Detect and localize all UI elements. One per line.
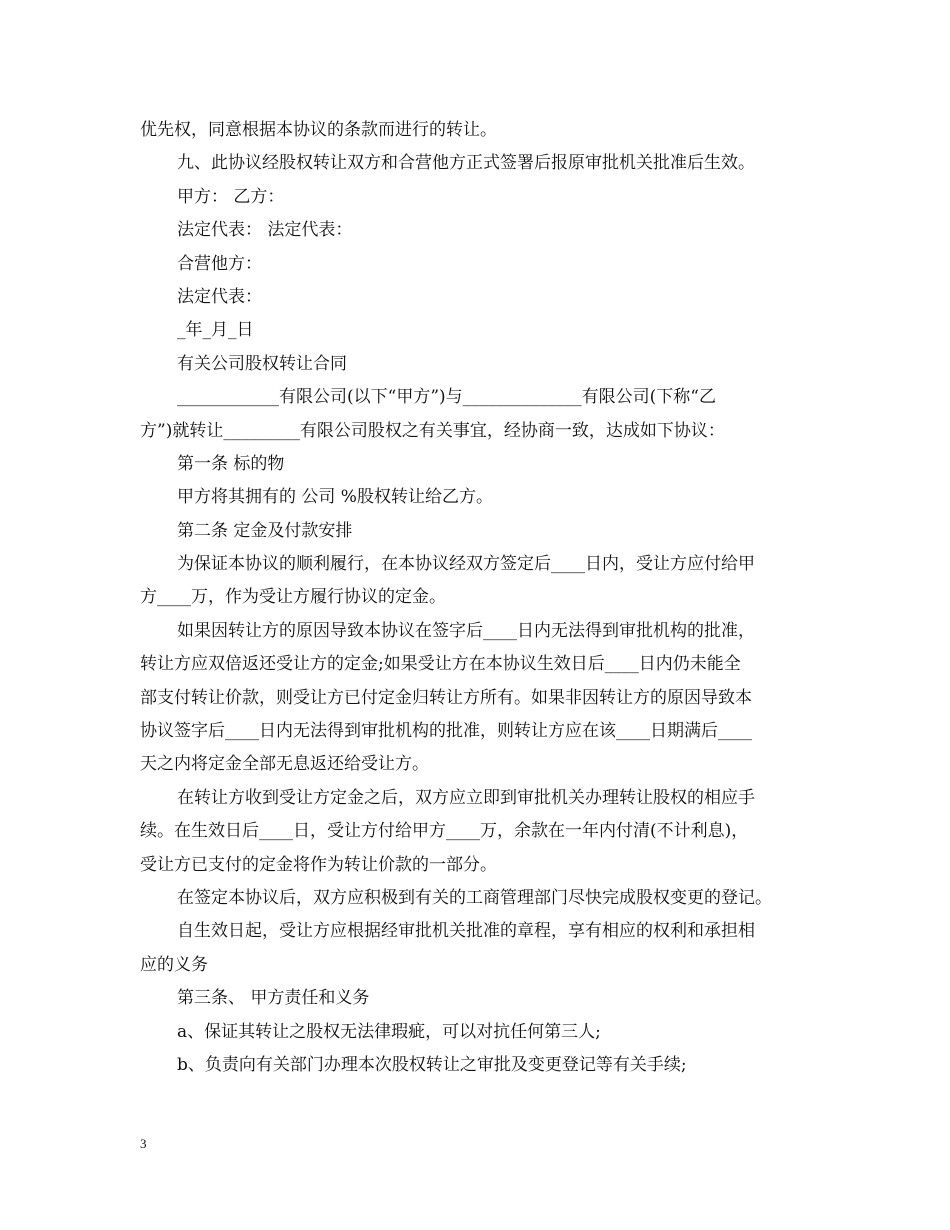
text-line: 受让方已支付的定金将作为转让价款的一部分。 (140, 854, 497, 875)
text-line: 为保证本协议的顺利履行，在本协议经双方签定后____日内，受让方应付给甲 (177, 554, 755, 575)
text-line: a、保证其转让之股权无法律瑕疵，可以对抗任何第三人; (177, 1021, 601, 1042)
text-line: 法定代表： (177, 286, 262, 307)
text-line: ____________有限公司(以下“甲方”)与______________有限公司(下称“乙 (177, 387, 716, 408)
text-line: 在签定本协议后，双方应积极到有关的工商管理部门尽快完成股权变更的登记。 (177, 887, 772, 908)
text-line: 合营他方： (177, 253, 262, 274)
text-line: 第二条 定金及付款安排 (177, 520, 353, 541)
text-line: 如果因转让方的原因导致本协议在签字后____日内无法得到审批机构的批准， (177, 620, 755, 641)
text-line: 自生效日起，受让方应根据经审批机关批准的章程，享有相应的权利和承担相 (177, 921, 755, 942)
text-line: 甲方将其拥有的 公司 %股权转让给乙方。 (177, 487, 493, 508)
text-line: b、负责向有关部门办理本次股权转让之审批及变更登记等有关手续; (177, 1054, 687, 1075)
text-line: 续。在生效日后____日，受让方付给甲方____万，余款在一年内付清(不计利息)， (140, 821, 749, 842)
text-line: 方____万，作为受让方履行协议的定金。 (140, 587, 446, 608)
text-line: 法定代表： 法定代表： (177, 220, 353, 241)
text-line: 协议签字后____日内无法得到审批机构的批准，则转让方应在该____日期满后____ (140, 721, 752, 742)
text-line: 甲方： 乙方： (177, 186, 285, 207)
text-line: 有关公司股权转让合同 (177, 353, 347, 374)
text-line: 应的义务 (140, 954, 208, 975)
text-line: 部支付转让价款，则受让方已付定金归转让方所有。如果非因转让方的原因导致本 (140, 687, 752, 708)
text-line: _年_月_日 (177, 320, 254, 341)
text-line: 方”)就转让_________有限公司股权之有关事宜，经协商一致，达成如下协议： (140, 420, 725, 441)
text-line: 第一条 标的物 (177, 453, 285, 474)
document-body (140, 114, 820, 1082)
text-line: 转让方应双倍返还受让方的定金;如果受让方在本协议生效日后____日内仍未能全 (140, 654, 741, 675)
text-line: 在转让方收到受让方定金之后，双方应立即到审批机关办理转让股权的相应手 (177, 787, 755, 808)
page-number: 3 (140, 1136, 147, 1151)
text-line: 优先权，同意根据本协议的条款而进行的转让。 (140, 120, 497, 140)
text-line: 天之内将定金全部无息返还给受让方。 (140, 754, 429, 775)
text-line: 九、此协议经股权转让双方和合营他方正式签署后报原审批机关批准后生效。 (177, 153, 755, 174)
text-line: 第三条、 甲方责任和义务 (177, 988, 370, 1009)
